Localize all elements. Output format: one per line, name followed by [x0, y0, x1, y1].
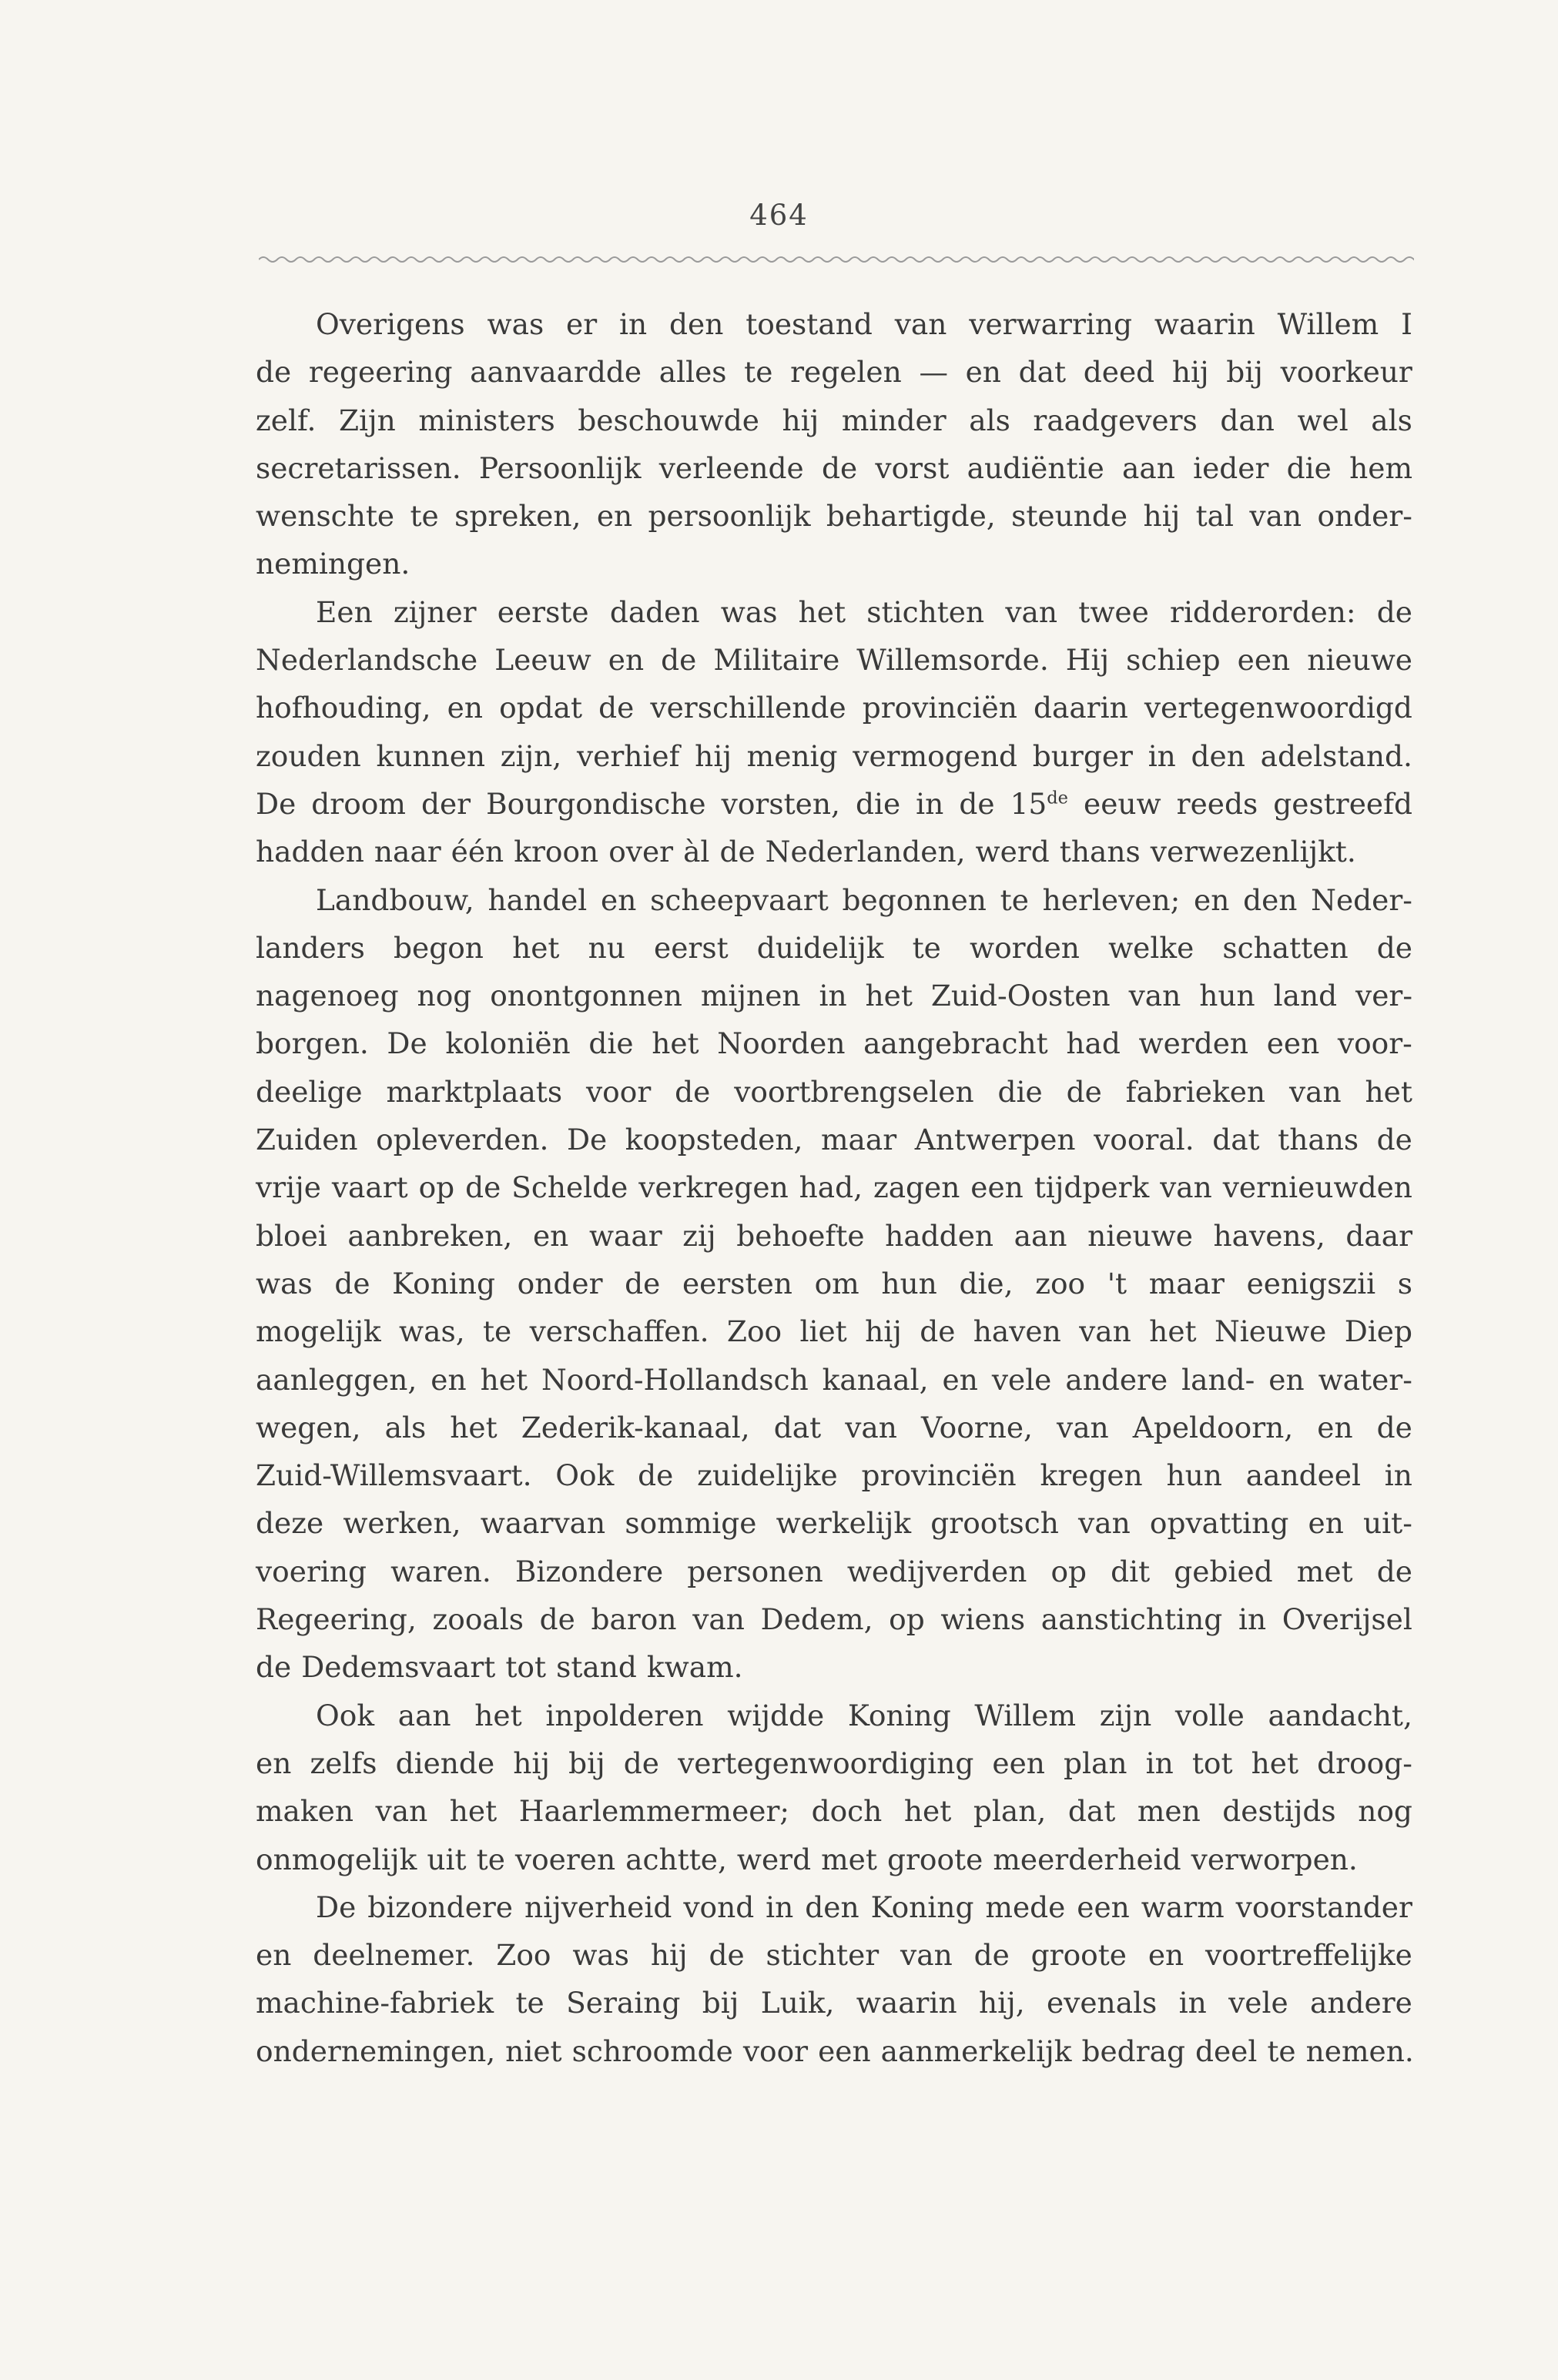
text-line: Regeering, zooals de baron van Dedem, op wiens aanstichting in Overijsel [256, 1602, 1412, 1637]
text-line: nemingen. [256, 547, 410, 581]
text-line: Zuiden opleverden. De koopsteden, maar Antwerpen vooral. dat thans de [256, 1123, 1412, 1157]
text-line: de Dedemsvaart tot stand kwam. [256, 1650, 743, 1685]
paragraph [256, 1692, 1412, 1883]
text-line: Zuid-Willemsvaart. Ook de zuidelijke provinciën kregen hun aandeel in [256, 1458, 1412, 1493]
text-line: voering waren. Bizondere personen wedijverden op dit gebied met de [256, 1554, 1412, 1588]
text-line: deze werken, waarvan sommige werkelijk grootsch van opvatting en uit- [256, 1506, 1412, 1541]
paragraph [256, 876, 1412, 1692]
text-line: mogelijk was, te verschaffen. Zoo liet hij de haven van het Nieuwe Diep [256, 1314, 1412, 1349]
paragraph [256, 588, 1412, 876]
paragraph [256, 1883, 1412, 2075]
text-line: ondernemingen, niet schroomde voor een aanmerkelijk bedrag deel te nemen. [256, 2034, 1414, 2068]
text-line: aanleggen, en het Noord-Hollandsch kanaal, en vele andere land- en water- [256, 1362, 1412, 1397]
text-line: landers begon het nu eerst duidelijk te worden welke schatten de [256, 930, 1412, 965]
body-text [256, 300, 1412, 2075]
text-line: Landbouw, handel en scheepvaart begonnen te herleven; en den Neder- [316, 882, 1412, 917]
text-line: hadden naar één kroon over àl de Nederlanden, werd thans verwezenlijkt. [256, 835, 1356, 869]
text-line: De droom der Bourgondische vorsten, die in de 15de eeuw reeds gestreefd [256, 786, 1412, 821]
text-line: zelf. Zijn ministers beschouwde hij minder als raadgevers dan wel als [256, 403, 1412, 437]
text-line: Een zijner eerste daden was het stichten van twee ridderorden: de [316, 594, 1412, 629]
page-number: 464 [749, 199, 809, 232]
wavy-rule-divider [259, 254, 1414, 265]
text-line: Overigens was er in den toestand van verwarring waarin Willem I [316, 307, 1412, 341]
text-line: maken van het Haarlemmermeer; doch het plan, dat men destijds nog [256, 1794, 1412, 1829]
paragraph [256, 300, 1412, 588]
text-line: en deelnemer. Zoo was hij de stichter van de groote en voortreffelijke [256, 1938, 1412, 1973]
text-line: Nederlandsche Leeuw en de Militaire Willemsorde. Hij schiep een nieuwe [256, 643, 1412, 678]
text-line: deelige marktplaats voor de voortbrengselen die de fabrieken van het [256, 1074, 1412, 1109]
text-line: machine-fabriek te Seraing bij Luik, waarin hij, evenals in vele andere [256, 1986, 1412, 2020]
text-line: Ook aan het inpolderen wijdde Koning Willem zijn volle aandacht, [316, 1698, 1412, 1732]
text-line: bloei aanbreken, en waar zij behoefte hadden aan nieuwe havens, daar [256, 1218, 1412, 1253]
text-line: wegen, als het Zederik-kanaal, dat van Voorne, van Apeldoorn, en de [256, 1410, 1412, 1444]
text-line: zouden kunnen zijn, verhief hij menig vermogend burger in den adelstand. [256, 738, 1412, 773]
text-line: borgen. De koloniën die het Noorden aangebracht had werden een voor- [256, 1026, 1412, 1061]
text-line: De bizondere nijverheid vond in den Koning mede een warm voorstander [316, 1890, 1412, 1924]
text-line: de regeering aanvaardde alles te regelen — en dat deed hij bij voorkeur [256, 355, 1412, 390]
text-line: vrije vaart op de Schelde verkregen had, zagen een tijdperk van vernieuwden [256, 1170, 1412, 1205]
text-line: hofhouding, en opdat de verschillende provinciën daarin vertegenwoordigd [256, 691, 1412, 725]
text-line: was de Koning onder de eersten om hun die, zoo 't maar eenigszii s [256, 1266, 1412, 1300]
text-line: en zelfs diende hij bij de vertegenwoordiging een plan in tot het droog- [256, 1746, 1412, 1780]
text-line: onmogelijk uit te voeren achtte, werd met groote meerderheid verworpen. [256, 1842, 1358, 1876]
text-line: nagenoeg nog onontgonnen mijnen in het Zuid-Oosten van hun land ver- [256, 979, 1412, 1013]
text-line: secretarissen. Persoonlijk verleende de vorst audiëntie aan ieder die hem [256, 450, 1412, 485]
text-line: wenschte te spreken, en persoonlijk behartigde, steunde hij tal van onder- [256, 499, 1412, 534]
